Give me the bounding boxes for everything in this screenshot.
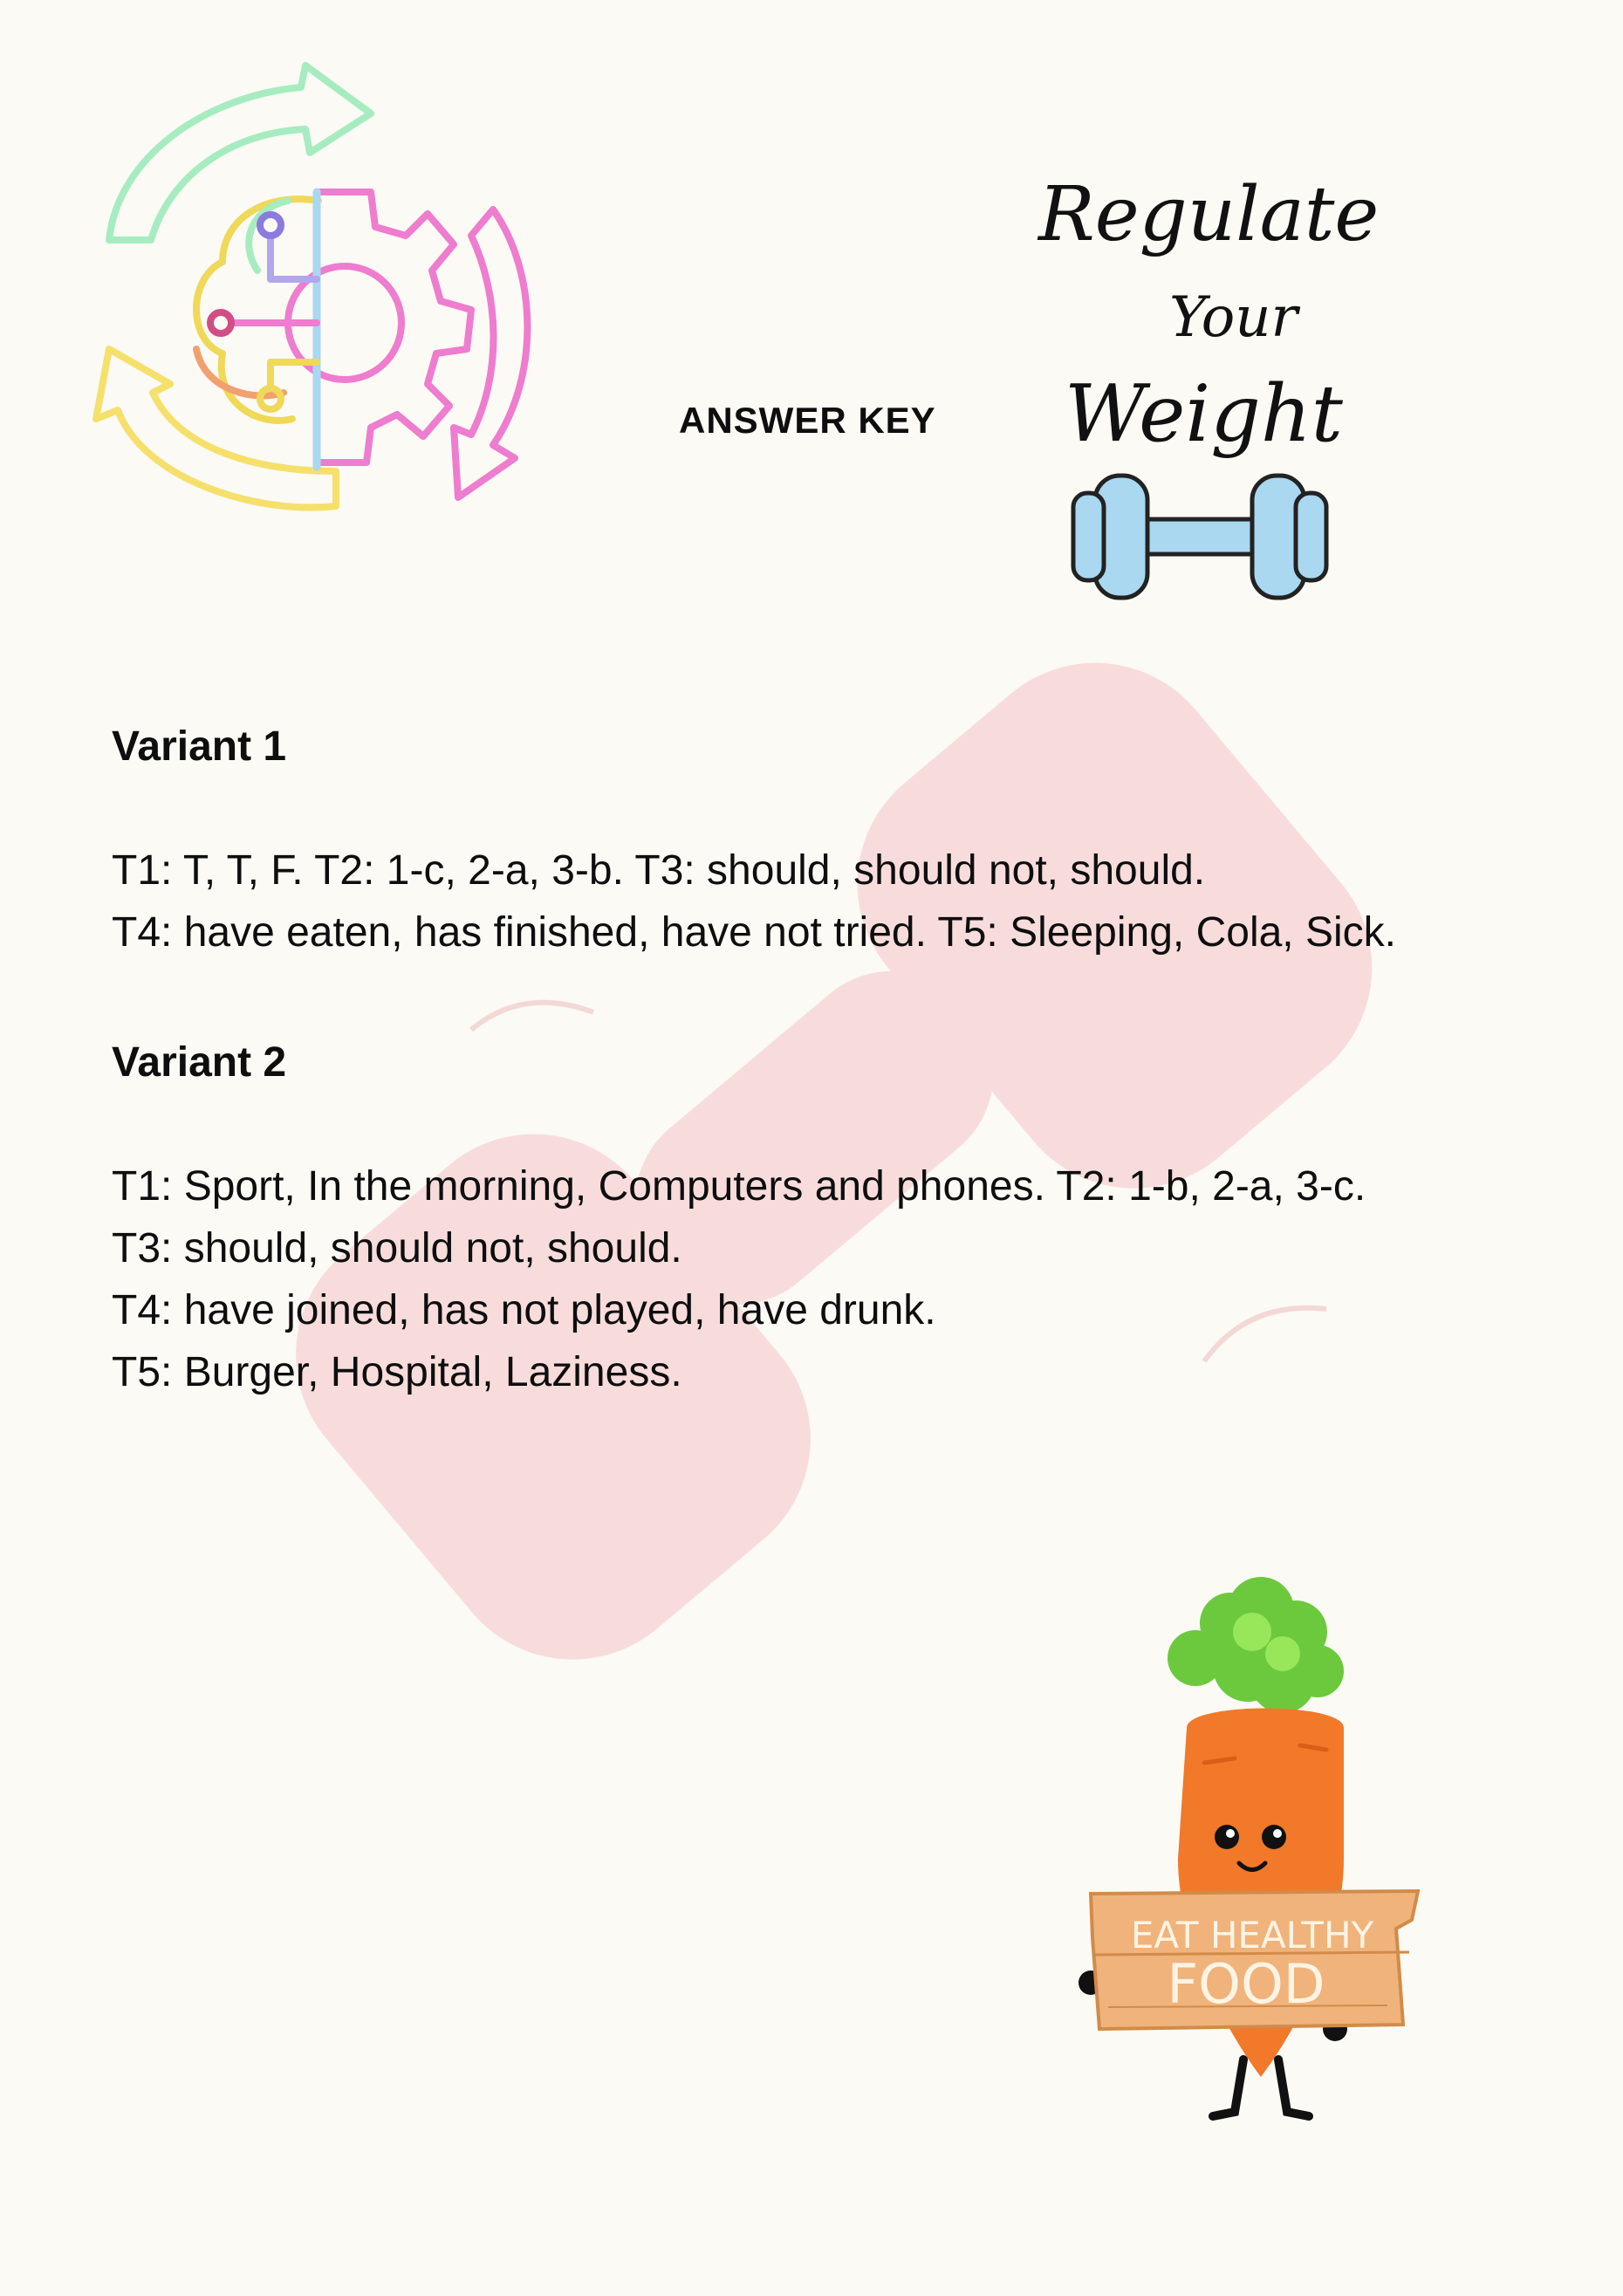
variant-1-line-2: T4: have eaten, has finished, have not tried. T5: Sleeping, Cola, Sick. [112,909,1396,956]
dumbbell-icon [1073,476,1326,598]
regulate-your-weight-logo [1030,161,1379,615]
variant-1-heading: Variant 1 [112,723,287,770]
cycle-gear-icon [83,61,554,550]
carrot-mascot-icon [1073,1571,1440,2147]
variant-2-line-1: T1: Sport, In the morning, Computers and phones. T2: 1-b, 2-a, 3-c. [112,1163,1366,1210]
logo-text-weight: Weight [1065,368,1343,460]
variant-1-line-1: T1: T, T, F. T2: 1-c, 2-a, 3-b. T3: should, should not, should. [112,847,1206,894]
page-title: ANSWER KEY [679,400,936,441]
variant-2-line-4: T5: Burger, Hospital, Laziness. [112,1349,682,1395]
sign-text-food: FOOD [1167,1952,1325,2016]
logo-text-your: Your [1169,285,1298,350]
variant-2-heading: Variant 2 [112,1039,287,1086]
variant-2-line-3: T4: have joined, has not played, have drunk. [112,1287,936,1333]
eat-healthy-sign [1091,1891,1418,2029]
variant-2-line-2: T3: should, should not, should. [112,1225,682,1271]
sign-text-eat-healthy: EAT HEALTHY [1130,1914,1374,1957]
logo-text-regulate: Regulate [1038,171,1379,258]
